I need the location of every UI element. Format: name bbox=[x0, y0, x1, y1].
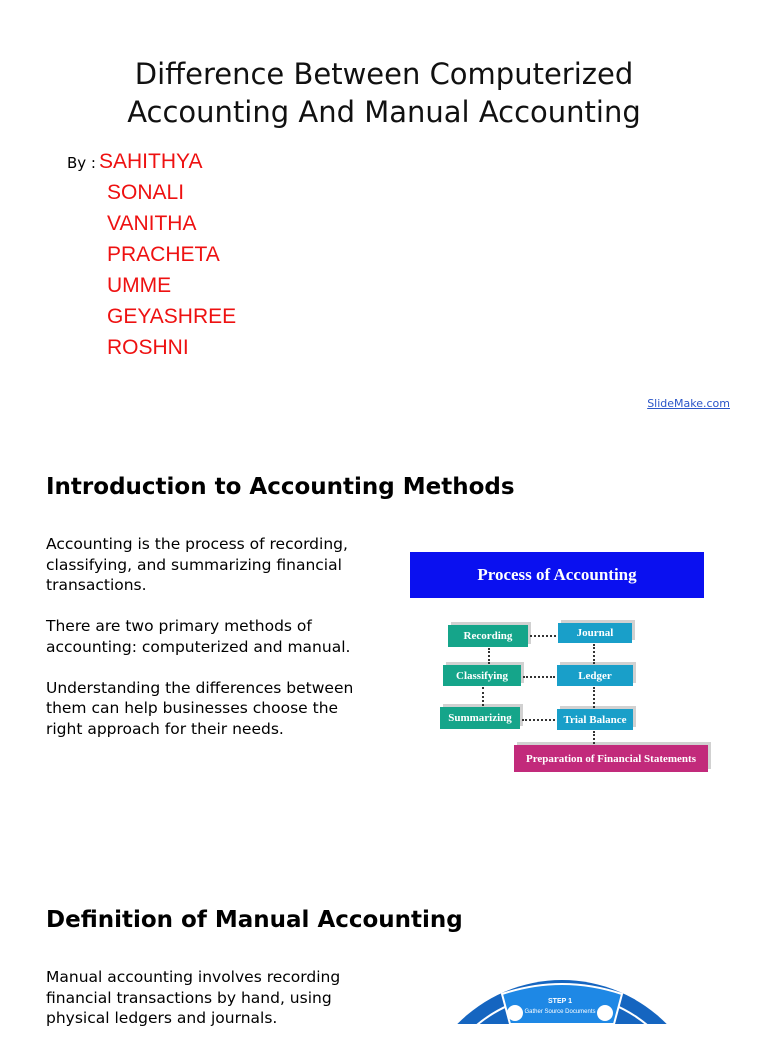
step-classifying: Classifying bbox=[443, 665, 521, 686]
intro-heading: Introduction to Accounting Methods bbox=[46, 474, 515, 500]
title-line-1: Difference Between Computerized bbox=[134, 57, 634, 91]
step-summarizing: Summarizing bbox=[440, 707, 520, 729]
arrow-connector bbox=[522, 719, 555, 721]
wheel-arrow-right-icon bbox=[597, 1005, 613, 1021]
intro-paragraph: Understanding the differences between them can help businesses choose the right approach for their needs. bbox=[46, 678, 354, 738]
intro-text bbox=[46, 534, 376, 760]
accounting-cycle-wheel bbox=[384, 960, 754, 1024]
slide-title bbox=[0, 55, 768, 131]
manual-heading: Definition of Manual Accounting bbox=[46, 907, 463, 933]
author-name: PRACHETA bbox=[107, 243, 220, 266]
flow-connector bbox=[593, 687, 595, 708]
wheel-step-label: STEP 1 bbox=[548, 998, 572, 1005]
manual-text bbox=[46, 967, 376, 1049]
author-name: ROSHNI bbox=[107, 336, 189, 359]
cycle-wheel-graphic bbox=[384, 960, 754, 1024]
author-list bbox=[99, 146, 237, 363]
wheel-arrow-left-icon bbox=[507, 1005, 523, 1021]
step-journal: Journal bbox=[558, 623, 632, 643]
slidemake-link[interactable]: SlideMake.com bbox=[647, 397, 730, 410]
wheel-step-text: Gather Source Documents bbox=[524, 1009, 596, 1015]
intro-paragraph: There are two primary methods of accounting: computerized and manual. bbox=[46, 617, 351, 656]
flow-connector bbox=[488, 648, 490, 664]
process-diagram-header: Process of Accounting bbox=[410, 552, 704, 598]
step-ledger: Ledger bbox=[557, 665, 633, 686]
author-name: VANITHA bbox=[107, 212, 197, 235]
arrow-connector bbox=[530, 635, 556, 637]
step-recording: Recording bbox=[448, 625, 528, 647]
step-financial-statements: Preparation of Financial Statements bbox=[514, 745, 708, 772]
author-name: SAHITHYA bbox=[99, 150, 203, 173]
by-label: By : bbox=[67, 154, 96, 172]
title-line-2: Accounting And Manual Accounting bbox=[127, 95, 641, 129]
flow-connector bbox=[482, 687, 484, 706]
flow-connector bbox=[593, 731, 595, 744]
flow-connector bbox=[593, 644, 595, 664]
step-trial-balance: Trial Balance bbox=[557, 709, 633, 730]
manual-paragraph: Manual accounting involves recording financial transactions by hand, using physical ledgers and journals. bbox=[46, 968, 341, 1027]
author-name: SONALI bbox=[107, 181, 185, 204]
arrow-connector bbox=[523, 676, 555, 678]
author-name: UMME bbox=[107, 274, 172, 297]
intro-paragraph: Accounting is the process of recording, classifying, and summarizing financial transactions. bbox=[46, 535, 348, 594]
author-name: GEYASHREE bbox=[107, 305, 237, 328]
